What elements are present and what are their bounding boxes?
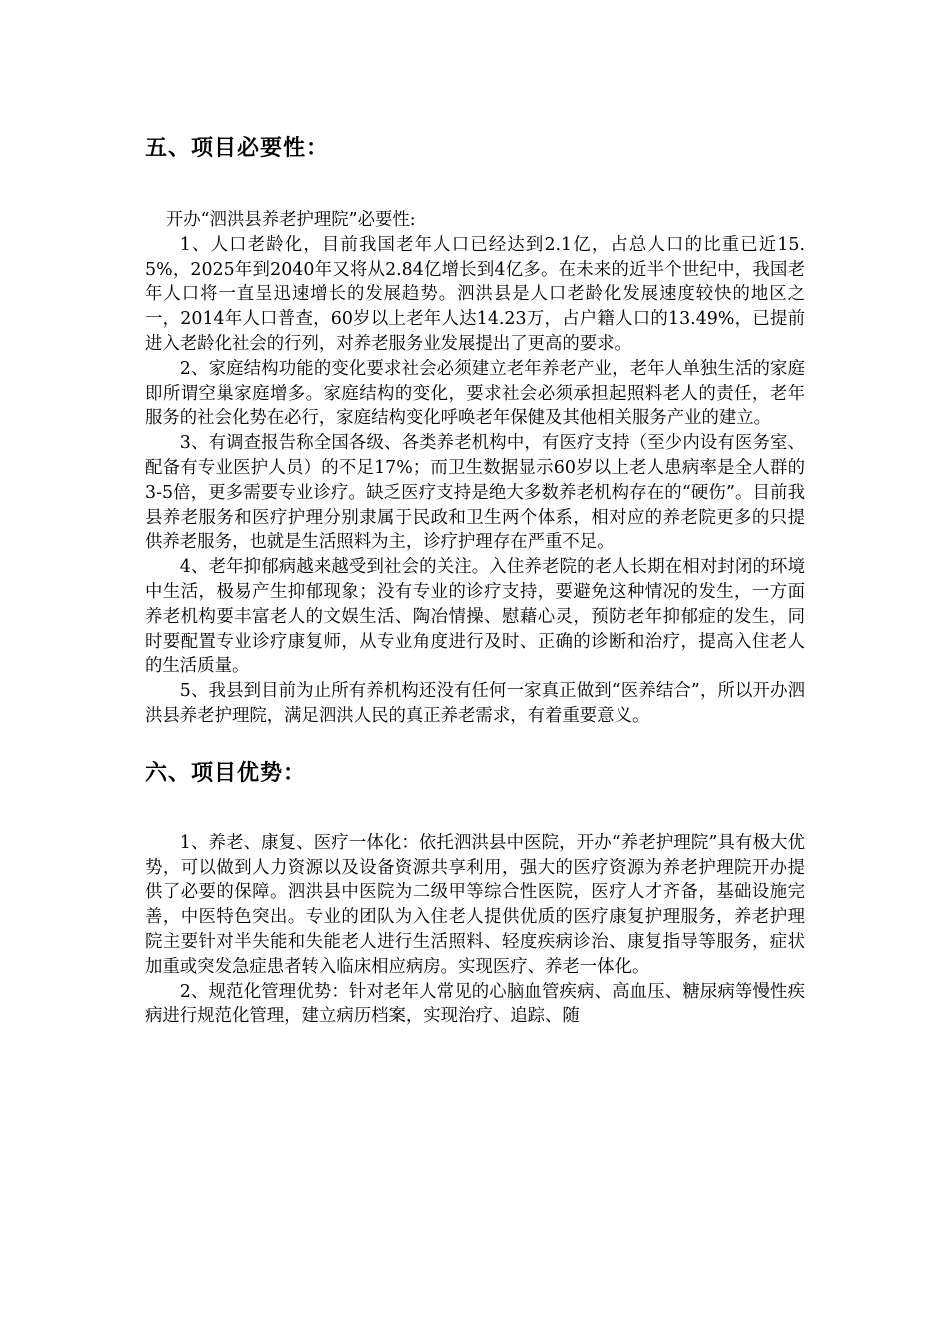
section-5-heading: 五、项目必要性： — [145, 136, 330, 161]
section-5-paragraph-5: 5、我县到目前为止所有养机构还没有任何一家真正做到“医养结合”，所以开办泗洪县养老护理院，满足泗洪人民的真正养老需求，有着重要意义。 — [145, 681, 805, 726]
section-6-paragraph-1: 1、养老、康复、医疗一体化：依托泗洪县中医院，开办“养老护理院”具有极大优势，可以做到人力资源以及设备资源共享利用，强大的医疗资源为养老护理院开办提供了必要的保障。泗洪县中医院为二级甲等综合性医院，医疗人才齐备，基础设施完善，中医特色突出。专业的团队为入住老人提供优质的医疗康复护理服务，养老护理院主要针对半失能和失能老人进行生活照料、轻度疾病诊治、康复指导等服务，症状加重或突发急症患者转入临床相应病房。实现医疗、养老一体化。 — [145, 832, 805, 977]
section-6-heading: 六、项目优势： — [145, 760, 307, 786]
section-5-paragraph-3: 3、有调查报告称全国各级、各类养老机构中，有医疗支持（至少内设有医务室、配备有专业医护人员）的不足17%；而卫生数据显示60岁以上老人患病率是全人群的3-5倍，更多需要专业诊疗。缺乏医疗支持是绝大多数养老机构存在的“硬伤”。目前我县养老服务和医疗护理分别隶属于民政和卫生两个体系，相对应的养老院更多的只提供养老服务，也就是生活照料为主，诊疗护理存在严重不足。 — [145, 433, 805, 553]
section-6-paragraph-2: 2、规范化管理优势：针对老年人常见的心脑血管疾病、高血压、糖尿病等慢性疾病进行规范化管理，建立病历档案，实现治疗、追踪、随 — [145, 981, 805, 1027]
section-5-paragraph-2: 2、家庭结构功能的变化要求社会必须建立老年养老产业，老年人单独生活的家庭即所谓空巢家庭增多。家庭结构的变化，要求社会必须承担起照料老人的责任，老年服务的社会化势在必行，家庭结构变化呼唤老年保健及其他相关服务产业的建立。 — [145, 358, 805, 429]
section-5-paragraph-1: 1、人口老龄化，目前我国老年人口已经达到2.1亿，占总人口的比重已近15.5%，2025年到2040年又将从2.84亿增长到4亿多。在未来的近半个世纪中，我国老年人口将一直呈迅速增长的发展趋势。泗洪县是人口老龄化发展速度较快的地区之一，2014年人口普查，60岁以上老年人达14.23万，占户籍人口的13.49%，已提前进入老龄化社会的行列，对养老服务业发展提出了更高的要求。 — [145, 234, 805, 354]
section-5-intro: 开办“泗洪县养老护理院”必要性: — [165, 210, 416, 230]
document-body — [145, 134, 805, 1029]
section-5-paragraph-4: 4、老年抑郁病越来越受到社会的关注。入住养老院的老人长期在相对封闭的环境中生活，极易产生抑郁现象；没有专业的诊疗支持，要避免这种情况的发生，一方面养老机构要丰富老人的文娱生活、陶冶情操、慰藉心灵，预防老年抑郁症的发生，同时要配置专业诊疗康复师，从专业角度进行及时、正确的诊断和治疗，提高入住老人的生活质量。 — [145, 557, 805, 677]
